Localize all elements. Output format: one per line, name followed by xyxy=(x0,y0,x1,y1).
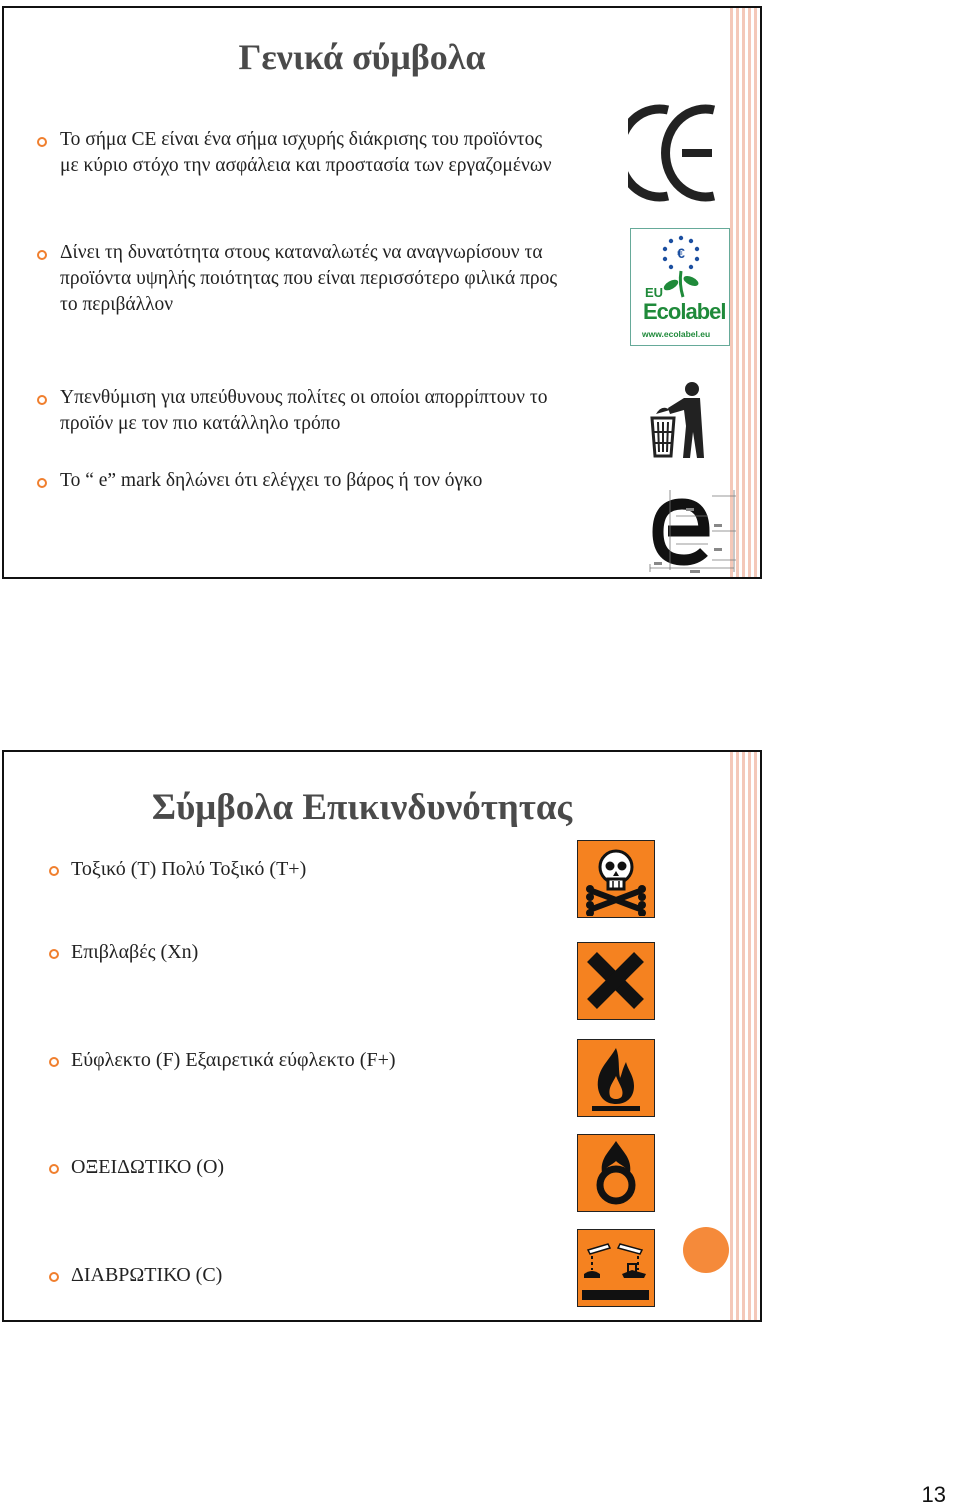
bullet-ce xyxy=(60,127,552,179)
page-number: 13 xyxy=(921,1482,946,1507)
skull-crossbones-icon xyxy=(577,840,655,918)
decorative-circle xyxy=(683,1227,729,1273)
eu-ecolabel-logo xyxy=(630,228,730,346)
flame-icon xyxy=(577,1039,655,1117)
tidyman-icon xyxy=(644,380,716,460)
bullet-emark xyxy=(60,468,482,494)
ecolabel-word: Ecolabel xyxy=(643,299,726,324)
hazard-label-oxidizing: ΟΞΕΙΔΩΤΙΚΟ (Ο) xyxy=(71,1156,225,1178)
bullet-line: Δίνει τη δυνατότητα στους καταναλωτές να αναγνωρίσουν τα xyxy=(60,242,543,263)
hazard-label-flammable: Εύφλεκτο (F) Εξαιρετικά εύφλεκτο (F+) xyxy=(71,1049,396,1071)
bullet-line: Το “ e” mark δηλώνει ότι ελέγχει το βάρος ή τον όγκο xyxy=(60,470,483,491)
e-mark-icon xyxy=(646,486,738,576)
slide-general-symbols xyxy=(2,6,762,579)
hazard-label-harmful: Επιβλαβές (Xn) xyxy=(71,941,199,963)
bullet-marker xyxy=(37,137,47,147)
corrosion-icon xyxy=(577,1229,655,1307)
bullet-marker xyxy=(37,250,47,260)
bullet-line: με κύριο στόχο την ασφάλεια και προστασία των εργαζομένων xyxy=(60,155,552,176)
bullet-line: προϊόντα υψηλής ποιότητας που είναι περισσότερο φιλικά προς xyxy=(60,268,558,289)
bullet-ecolabel xyxy=(60,240,557,318)
flame-over-circle-icon xyxy=(577,1134,655,1212)
bullet-marker xyxy=(37,395,47,405)
bullet-line: Υπενθύμιση για υπεύθυνους πολίτες οι οποίοι απορρίπτουν το xyxy=(60,387,548,408)
bullet-line: το περιβάλλον xyxy=(60,294,174,315)
slide-title: Σύμβολα Επικινδυνότητας xyxy=(151,787,573,828)
slide-hazard-symbols xyxy=(2,750,762,1322)
euro-symbol: € xyxy=(677,245,685,261)
decorative-stripes xyxy=(730,752,760,1320)
bullet-marker xyxy=(49,1164,59,1174)
bullet-line: προϊόν με τον πιο κατάλληλο τρόπο xyxy=(60,413,341,434)
x-cross-icon xyxy=(577,942,655,1020)
ecolabel-url: www.ecolabel.eu xyxy=(642,329,711,339)
bullet-marker xyxy=(49,1272,59,1282)
hazard-label-corrosive: ΔΙΑΒΡΩΤΙΚΟ (C) xyxy=(71,1264,223,1286)
bullet-marker xyxy=(49,866,59,876)
bullet-line: Το σήμα CE είναι ένα σήμα ισχυρής διάκρισης του προϊόντος xyxy=(60,129,543,150)
bullet-tidyman xyxy=(60,385,547,437)
slide-title: Γενικά σύμβολα xyxy=(238,37,486,77)
bullet-marker xyxy=(49,949,59,959)
ecolabel-eu-text: EU xyxy=(645,285,664,300)
hazard-label-toxic: Τοξικό (T) Πολύ Τοξικό (T+) xyxy=(71,858,307,880)
bullet-marker xyxy=(37,478,47,488)
bullet-marker xyxy=(49,1057,59,1067)
ce-mark-logo xyxy=(628,100,720,206)
